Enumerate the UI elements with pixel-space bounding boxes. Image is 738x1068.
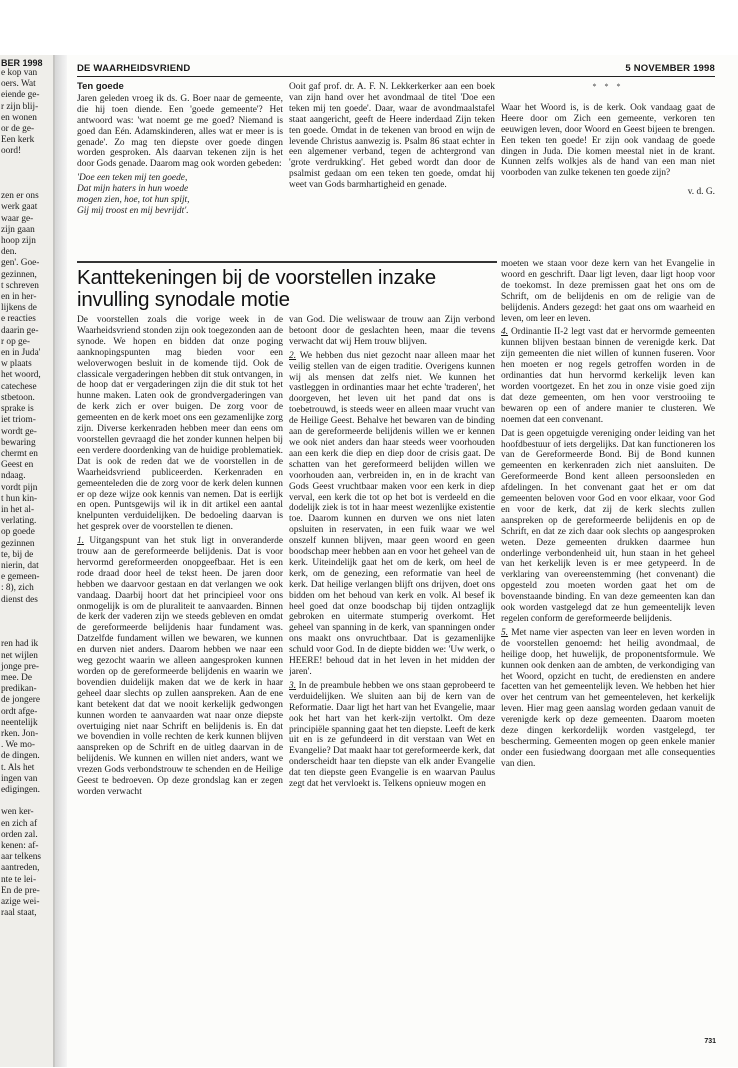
point-number: 5. bbox=[501, 627, 509, 638]
issue-date: 5 NOVEMBER 1998 bbox=[625, 63, 715, 74]
article-continuation: van God. Die weliswaar de trouw aan Zijn verbond betoont door de geslachten heen, maar die tevens verwacht dat wij Hem trouw blijven. bbox=[289, 315, 495, 347]
article-point-3 bbox=[289, 681, 495, 790]
previous-page-line: ordt afge- bbox=[1, 706, 38, 717]
previous-page-line: edigingen. bbox=[1, 785, 40, 795]
previous-page-line: en in her- bbox=[1, 292, 37, 303]
previous-page-line: gezinnen bbox=[1, 538, 35, 549]
previous-page-line: t hun kin- bbox=[1, 493, 38, 504]
previous-page-line: iet triom- bbox=[1, 415, 36, 426]
previous-page-line: oers. Wat bbox=[1, 79, 36, 90]
previous-page-line bbox=[0, 628, 55, 639]
point-number: 4. bbox=[501, 327, 509, 338]
previous-page-line: ingen van bbox=[1, 773, 38, 784]
previous-page-line: en wonen bbox=[1, 112, 37, 123]
previous-page-text bbox=[0, 68, 55, 919]
article-point-4 bbox=[501, 327, 715, 425]
previous-page-line: op goede bbox=[1, 527, 35, 538]
previous-page-line: azige wei- bbox=[1, 897, 40, 908]
section-divider-stars: * * * bbox=[592, 82, 624, 91]
previous-page-line: t schreven bbox=[1, 280, 39, 291]
previous-page-line: in het al- bbox=[1, 504, 35, 515]
previous-page-line: catechese bbox=[1, 381, 37, 392]
meditation-text: Jaren geleden vroeg ik ds. G. Boer naar de gemeente, die hij toen diende. Een 'goede gemeente'? Het antwoord was: 'wat noemt ge me goed? Niemand is goed dan Eén. Adamskinderen, alles wat er meer is is genade'. Zo mag ten diepste over goede dingen worden gesproken. Als daarvan tekenen zijn is het door Gods genade. Daarom mag ook worden gebeden: bbox=[77, 93, 283, 170]
previous-page-line: wordt ge- bbox=[1, 426, 37, 437]
previous-page-line: jonge pre- bbox=[1, 661, 39, 672]
article-column-2 bbox=[289, 315, 495, 1043]
page bbox=[67, 55, 738, 1067]
previous-page-line: gezinnen, bbox=[1, 269, 37, 280]
previous-page-line: dienst des bbox=[1, 594, 38, 605]
psalm-line: 'Doe een teken mij ten goede, bbox=[77, 173, 188, 184]
previous-page-line: kenen: af- bbox=[1, 841, 39, 852]
previous-page-line: chermt en bbox=[1, 448, 38, 459]
previous-page-line: w plaats bbox=[1, 359, 32, 370]
previous-page-line: stbetoon. bbox=[1, 392, 35, 403]
meditation-column-3 bbox=[501, 82, 715, 258]
article-point-2 bbox=[289, 351, 495, 678]
psalm-line: mogen zien, hoe, tot hun spijt, bbox=[77, 195, 190, 206]
psalm-line: Dat mijn haters in hun woede bbox=[77, 184, 189, 195]
article-column-3 bbox=[501, 259, 715, 1043]
article-point-5 bbox=[501, 628, 715, 770]
previous-page-line: en zich af bbox=[1, 818, 38, 829]
previous-page-header: BER 1998 bbox=[1, 58, 43, 68]
previous-page-line: En de pre- bbox=[1, 885, 40, 896]
previous-page-line bbox=[0, 617, 55, 628]
point-text: In de preambule hebben we ons staan geprobeerd te verduidelijken. We sluiten aan bij de kern van de Reformatie. Daar ligt het hart van het Evangelie, maar ook het hart van het kerk-zijn vertolkt. Om deze principiële spanning gaat het ten diepste. Leeft de kerk uit en is ze gefundeerd in dit verstaan van Wet en Evangelie? Dat maakt haar tot gereformeerde kerk, dat onderscheidt haar ten diepste van elk ander Evangelie dat ten diepste geen Evangelie is en waarvan Paulus zegt dat het vervloekt is. Telkens opnieuw mogen en bbox=[289, 680, 495, 790]
previous-page-line: r zijn blij- bbox=[1, 101, 39, 112]
previous-page-line: lijkens de bbox=[1, 303, 37, 314]
previous-page-line: de jongere bbox=[1, 695, 40, 706]
point-text: Ordinantie II-2 legt vast dat er hervormde gemeenten kunnen blijven bestaan binnen de verenigde kerk. Dat zijn gemeenten die niet willen of kunnen fuseren. Voor hen moeten er nog regels getroffen worden in de ordinanties dat hun hervormd kerkelijk leven kan worden voortgezet. En het zou in onze visie goed zijn dat deze gemeenten, om hen voor verstrooiing te bewaren op een of andere manier te clusteren. We noemen dat een convenant. bbox=[501, 327, 715, 425]
previous-page-line: daarin ge- bbox=[1, 325, 39, 336]
article-intro: De voorstellen zoals die vorige week in de Waarheidsvriend stonden zijn ook toegezonden aan de synode. We hopen en bidden dat onze poging aanknopingspunten mag bieden voor een weloverwogen besluit in de komende tijd. Ook de classicale vergaderingen hebben dit stuk ontvangen, in de hoop dat er vergaderingen zijn die dit stuk tot het hunne maken. Laten ook de grondvergaderingen van de kerk zich er over buigen. De zorg voor de gemeenten en de kerk moet ons een gezamenlijke zorg zijn. Diverse kerkenraden hebben meer dan eens om voorstellen gevraagd die het zonder kunnen helpen bij een verdere doordenking van de huidige problematiek. Dat is ook de reden dat we de voorstellen in de Waarheidsvriend publiceerden. Kerkenraden en gemeenteleden die de zorg voor de kerk delen kunnen er op deze wijze ook kennis van nemen. Dat is eerlijk en open. Puntsgewijs wil ik in dit artikel een aantal knelpunten verduidelijken. De bedoeling daarvan is het gesprek over de voorstellen te dienen. bbox=[77, 315, 283, 533]
psalm-line: Gij mij troost en mij bevrijdt'. bbox=[77, 205, 189, 216]
author-initials: v. d. G. bbox=[687, 187, 715, 198]
previous-page-line: oord! bbox=[1, 146, 22, 157]
psalm-quote bbox=[77, 173, 283, 217]
previous-page-line: vordt pijn bbox=[1, 482, 38, 493]
previous-page-line: ndaag. bbox=[1, 471, 26, 482]
previous-page-line: . We mo- bbox=[1, 740, 35, 751]
previous-page-line bbox=[0, 169, 55, 180]
article-continuation: moeten we staan voor deze kern van het Evangelie in woord en geschrift. Daar ligt leven, daar ligt hoop voor de toekomst. In deze premissen gaat het ons om de Schrift, om de belijdenis en om de religie van de belijdenis. Anders gezegd: het gaat ons om waarheid en leven, om leer en leven. bbox=[501, 259, 715, 324]
previous-page-line: eiende ge- bbox=[1, 90, 40, 101]
previous-page-line: werk gaat bbox=[1, 202, 38, 213]
previous-page-line: sprake is bbox=[1, 404, 34, 415]
previous-page-line: e gemeen- bbox=[1, 572, 40, 583]
previous-page-line: or de ge- bbox=[1, 124, 35, 135]
previous-page-line: waar ge- bbox=[1, 213, 34, 224]
article-point-4-continued: Dat is geen opgetuigde vereniging onder leiding van het hoofdbestuur of iets dergelijks. Dat kan functioneren los van de Gereformeerde Bond. Bij de Bond kunnen gemeenten en kerkenraden zich niet aansluiten. De Gereformeerde Bond kent alleen persoonsleden en afdelingen. In het convenant gaat het er om dat gemeenten beloven voor God en voor elkaar, voor God en voor de kerk, dat zij de kerk slechts zullen aanspreken op de gereformeerde belijdenis en op de Schrift, en dat ze zich daar ook slechts op aangesproken weten. Deze gemeenten drukken daarmee hun onderlinge verbondenheid uit, hun staan in het geheel van het kerkelijk leven is er mee getypeerd. In de verklaring van overeenstemming (het convenant) die opgesteld zou moeten worden gaat het om de bovenstaande binding. En van deze gemeenten kan dan ook worden vastgelegd dat ze hun gemeentelijk leven regelen conform de gereformeerde belijdenis. bbox=[501, 428, 715, 624]
previous-page-line: r op ge- bbox=[1, 336, 30, 347]
page-number: 731 bbox=[704, 1038, 716, 1045]
previous-page-line bbox=[0, 606, 55, 617]
meditation-column-2 bbox=[289, 82, 495, 258]
previous-page-line: gen'. Goe- bbox=[1, 258, 40, 269]
previous-page-line: verlating. bbox=[1, 516, 37, 527]
previous-page-line: wen ker- bbox=[1, 807, 34, 818]
previous-page-line: de dingen. bbox=[1, 751, 40, 762]
previous-page-line: t. Als het bbox=[1, 762, 35, 773]
previous-page-line: nierin, dat bbox=[1, 560, 39, 571]
point-text: Met name vier aspecten van leer en leven worden in de voorstellen genoemd: het heilig avondmaal, de heilige doop, het huwelijk, de proponentsformule. We kunnen ook denken aan de ambten, de verkondiging van het Woord, opzicht en tucht, de erediensten en andere facetten van het gemeentelijk leven. We hebben het hier over het centrum van het gemeenteleven, het kerkelijk leven. Hier mag geen aanslag worden gedaan vanuit de verenigde kerk op deze gemeenten. Daarom moeten deze dingen kerkordelijk worden vastgelegd, ter bescherming. Gemeenten mogen op geen enkele manier onder een fusiedwang doorgaan met alle consequenties van dien. bbox=[501, 627, 715, 769]
previous-page-line bbox=[0, 158, 55, 169]
previous-page-line: het woord, bbox=[1, 370, 41, 381]
meditation-text: Waar het Woord is, is de kerk. Ook vandaag gaat de Heere door om Zich een gemeente, verkoren ten eeuwigen leven, door Woord en Geest bijeen te brengen. Een teken ten goede! Er zijn ook vandaag de goede dingen in Juda. Die komen meestal niet in de krant. Kunnen zelfs wolkjes als de hand van een man niet voorboden van zulke tekenen ten goede zijn? bbox=[501, 102, 715, 179]
article-point-1 bbox=[77, 536, 283, 798]
previous-page-line: zijn gaan bbox=[1, 224, 35, 235]
point-text: We hebben dus niet gezocht naar alleen maar het veilig stellen van de eigen traditie. Overigens kunnen wij als mensen dat zelfs niet. We kunnen het vastleggen in ordinanties maar het echte 'traderen', het doorgeven, het leven uit het pand dat ons is toebetrouwd, is steeds weer en alleen maar vrucht van de Heilige Geest. Behalve het bewaren van de binding aan de gereformeerde belijdenis willen we er kennen we ook niet anders dan haar steeds weer voorhouden aan een kerk die diep en diep door de crisis gaat. De schatten van het gereformeerd belijden willen we voorhouden aan, verbreiden in, en in de kracht van Gods Geest vruchtbaar maken voor een kerk in diep verval, een kerk die tot op het bot is verdeeld en die dodelijk ziek is tot in haar meest wezenlijke existentie toe. Daarom kunnen en durven we ons niet laten opsluiten in reservaten, in een fuik waar we wel onszelf kunnen blijven, maar geen woord en geen boodschap meer hebben aan en voor het geheel van de kerk. Uiteindelijk gaat het om de kerk, om heel de kerk, om de genezing, een reformatie van heel de kerk. Dat heilige verlangen blijft ons drijven, doet ons bidden om het behoud van kerk en volk. Al besef ik heel goed dat onze boodschap bij tijden ontzaglijk gebroken en uitermate stumperig overkomt. Het geheel van spanning in de kerk, van spanningen onder ons maakt ons onvruchtbaar. Dat is gezamenlijke schuld voor God. In de diepte bidden we: 'Uw werk, o HEERE! behoud dat in het leven in het midden der jaren'. bbox=[289, 350, 495, 677]
previous-page-line: den. bbox=[1, 247, 17, 258]
previous-page-line: nte te lei- bbox=[1, 874, 37, 885]
meditation-heading: Ten goede bbox=[77, 82, 124, 92]
previous-page-line: aar telkens bbox=[1, 852, 42, 863]
previous-page-edge bbox=[0, 55, 55, 1067]
meditation-column-1 bbox=[77, 82, 283, 258]
previous-page-line: zen er ons bbox=[1, 191, 39, 202]
point-number: 2. bbox=[289, 350, 297, 361]
previous-page-line: e reacties bbox=[1, 314, 36, 325]
article-title: Kanttekeningen bij de voorstellen inzake invulling synodale motie bbox=[77, 266, 436, 311]
previous-page-line: : 8), zich bbox=[1, 583, 34, 594]
previous-page-line: hoop zijn bbox=[1, 236, 36, 247]
previous-page-line: orden zal. bbox=[1, 829, 38, 840]
section-rule bbox=[77, 261, 497, 263]
previous-page-line bbox=[0, 796, 55, 807]
previous-page-line: net wijlen bbox=[1, 650, 38, 661]
previous-page-line: bewaring bbox=[1, 437, 36, 448]
previous-page-line: neentelijk bbox=[1, 717, 38, 728]
previous-page-line: en in Juda' bbox=[1, 348, 41, 359]
point-number: 3. bbox=[289, 680, 297, 691]
previous-page-line: ren had ik bbox=[1, 639, 39, 650]
previous-page-line: predikan- bbox=[1, 684, 37, 695]
running-header bbox=[77, 61, 715, 77]
previous-page-line: rken. Jon- bbox=[1, 728, 39, 739]
point-number: 1. bbox=[77, 536, 85, 547]
previous-page-line: mee. De bbox=[1, 672, 32, 683]
previous-page-line: aantreden, bbox=[1, 863, 40, 874]
previous-page-line: Geest en bbox=[1, 460, 34, 471]
publication-name: DE WAARHEIDSVRIEND bbox=[77, 63, 191, 74]
previous-page-line bbox=[0, 180, 55, 191]
previous-page-line: raal staat, bbox=[1, 908, 37, 919]
article-column-1 bbox=[77, 315, 283, 1043]
point-text: Uitgangspunt van het stuk ligt in onveranderde trouw aan de gereformeerde belijdenis. Dat is voor hervormd gereformeerden onopgeefbaar. Het is een rode draad door heel de tekst heen. De jaren door hebben we daarvoor gestaan en dat verlangen we ook vandaag. Daarbij hoort dat het principieel voor ons onmogelijk is om de pluraliteit te aanvaarden. Binnen de kerk der vaderen zijn we steeds gebleven en omdat de gereformeerde belijdenis haar fundament was. Datzelfde fundament willen we bewaren, we kunnen en durven niet anders. Daarom hebben we naar een weg gezocht waarin we alleen aangesproken kunnen worden op de gereformeerde belijdenis en waarin we bovendien duidelijk maken dat we de kerk in haar geheel daar slechts op zullen aanspreken. Aan de ene kant betekent dat dat we nooit kerkelijk gedwongen kunnen worden te aanvaarden wat naar onze diepste overtuiging niet naar Schrift en belijdenis is. En dat we bovendien in volle rechten de kerk kunnen blijven aanspreken op de Schrift en de uitleg daarvan in de belijdenis. We kunnen en willen niet anders, want we vrezen Gods verbondstrouw te schenden en de Heilige Geest te bedroeven. Op deze grondslag kan er zegen worden verwacht bbox=[77, 536, 283, 797]
previous-page-line: e kop van bbox=[1, 68, 38, 78]
previous-page-line: te, bij de bbox=[1, 549, 34, 560]
meditation-text: Ooit gaf prof. dr. A. F. N. Lekkerkerker aan een boek van zijn hand over het avondmaal de titel 'Doe een teken mij ten goede'. Daar, waar de avondmaalstafel staat aangericht, geeft de Heere inderdaad Zijn teken ten goede. Omdat in de tekenen van brood en wijn de levende Christus aanwezig is. Psalm 86 staat echter in een algemener verband, tegen de achtergrond van 'grote verdrukking'. Het gebed wordt dan door de psalmist gedaan om een teken ten goede, omdat hij weet van Gods barmhartigheid en genade. bbox=[289, 82, 495, 191]
previous-page-line: Een kerk bbox=[1, 135, 35, 146]
